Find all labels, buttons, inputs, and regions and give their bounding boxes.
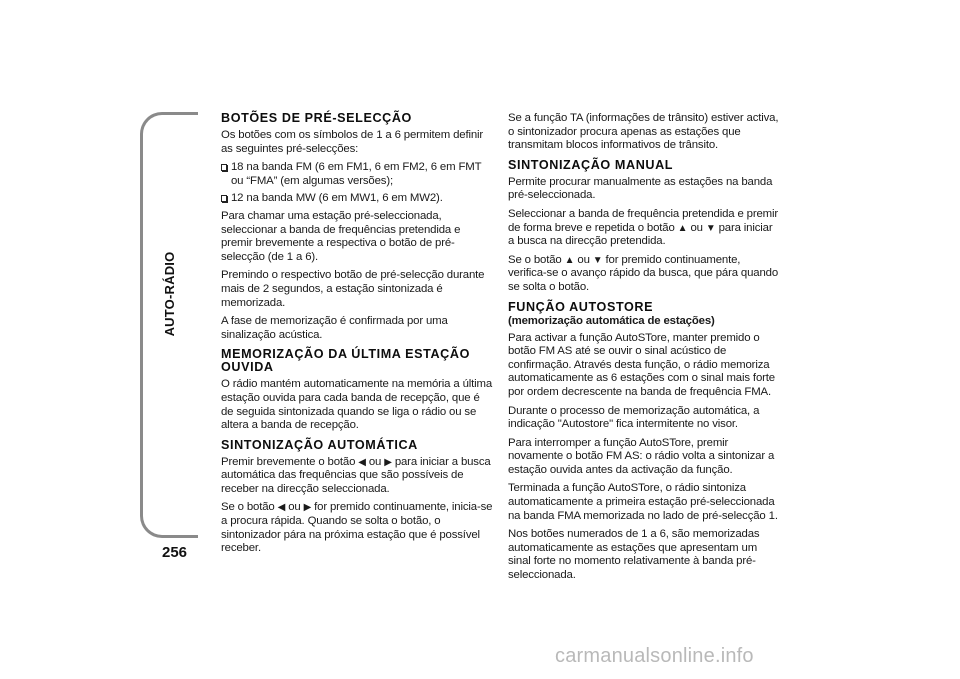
left-column	[221, 112, 493, 561]
right-column	[508, 112, 780, 588]
paragraph: Nos botões numerados de 1 a 6, são memorizadas automaticamente as estações que apresentam um sinal forte no momento relativamente à banda pré-seleccionada.	[508, 528, 760, 582]
paragraph: Para interromper a função AutoSTore, premir novamente o botão FM AS: o rádio volta a sintonizar a estação ouvida antes da activação da função.	[508, 436, 775, 476]
paragraph: Os botões com os símbolos de 1 a 6 permitem definir as seguintes pré-selecções:	[221, 129, 484, 155]
right-arrow-icon: ▶	[303, 502, 312, 514]
up-arrow-icon: ▲	[677, 222, 688, 234]
page-number: 256	[162, 544, 188, 561]
checkbox-bullet-icon	[221, 164, 227, 171]
paragraph: Para chamar uma estação pré-seleccionada, seleccionar a banda de frequências pretendida e premir brevemente a respectiva o botão de pré-selecção (de 1 a 6).	[221, 209, 461, 263]
left-arrow-icon: ◀	[358, 456, 366, 468]
left-arrow-icon: ◀	[277, 502, 286, 514]
down-arrow-icon: ▼	[592, 254, 603, 266]
right-arrow-icon: ▶	[384, 456, 392, 468]
paragraph: Seleccionar a banda de frequência pretendida e premir de forma breve e repetida o botão ▲ ou ▼ para iniciar a busca na direcção pretendida.	[508, 207, 779, 248]
heading-manual-tuning: SINTONIZAÇÃO MANUAL	[508, 157, 674, 172]
watermark: carmanualsonline.info	[555, 645, 754, 667]
section-label: AUTO-RÁDIO	[162, 251, 177, 337]
paragraph: Se a função TA (informações de trânsito) estiver activa, o sintonizador procura apenas as estações que transmitam blocos informativos de trânsito.	[508, 112, 779, 152]
paragraph: Premindo o respectivo botão de pré-selecção durante mais de 2 segundos, a estação sintonizada é memorizada.	[221, 269, 485, 309]
paragraph: Terminada a função AutoSTore, o rádio sintoniza automaticamente a primeira estação pré-seleccionada na banda FMA memorizada no lado de pré-selecção 1.	[508, 482, 778, 522]
paragraph: Permite procurar manualmente as estações na banda pré-seleccionada.	[508, 175, 773, 202]
paragraph: Para activar a função AutoSTore, manter premido o botão FM AS até se ouvir o sinal acústico de confirmação. Através desta função, o rádio memoriza automaticamente as 6 estações com o sinal mais forte por ordem decrescente na banda de frequência FMA.	[508, 331, 775, 398]
heading-autostore: FUNÇÃO AUTOSTORE	[508, 299, 654, 314]
list-item: 18 na banda FM (6 em FM1, 6 em FM2, 6 em FMT ou “FMA” (em algumas versões);	[221, 161, 493, 188]
checkbox-bullet-icon	[221, 195, 227, 202]
paragraph: Se o botão ◀ ou ▶ for premido continuamente, inicia-se a procura rápida. Quando se solta o botão, o sintonizador pára na próxima estação que é possível receber.	[221, 501, 493, 555]
subheading-autostore: (memorização automática de estações)	[508, 314, 715, 327]
paragraph: Premir brevemente o botão ◀ ou ▶ para iniciar a busca automática das frequências que são possíveis de receber na direcção seleccionada.	[221, 455, 491, 495]
down-arrow-icon: ▼	[705, 222, 716, 234]
paragraph: Durante o processo de memorização automática, a indicação "Autostore" fica intermitente no visor.	[508, 404, 760, 431]
heading-automatic-tuning: SINTONIZAÇÃO AUTOMÁTICA	[221, 437, 418, 452]
up-arrow-icon: ▲	[564, 254, 575, 266]
list-item: 12 na banda MW (6 em MW1, 6 em MW2).	[221, 192, 493, 206]
paragraph: Se o botão ▲ ou ▼ for premido continuamente, verifica-se o avanço rápido da busca, que pára quando se solta o botão.	[508, 253, 779, 293]
heading-preset-buttons: BOTÕES DE PRÉ-SELECÇÃO	[221, 111, 412, 125]
paragraph: A fase de memorização é confirmada por uma sinalização acústica.	[221, 315, 448, 341]
paragraph: O rádio mantém automaticamente na memória a última estação ouvida para cada banda de recepção, que é de seguida sintonizada quando se liga o rádio ou se altera a banda de recepção.	[221, 378, 493, 432]
heading-last-station-memory: MEMORIZAÇÃO DA ÚLTIMA ESTAÇÃO OUVIDA	[221, 347, 470, 375]
